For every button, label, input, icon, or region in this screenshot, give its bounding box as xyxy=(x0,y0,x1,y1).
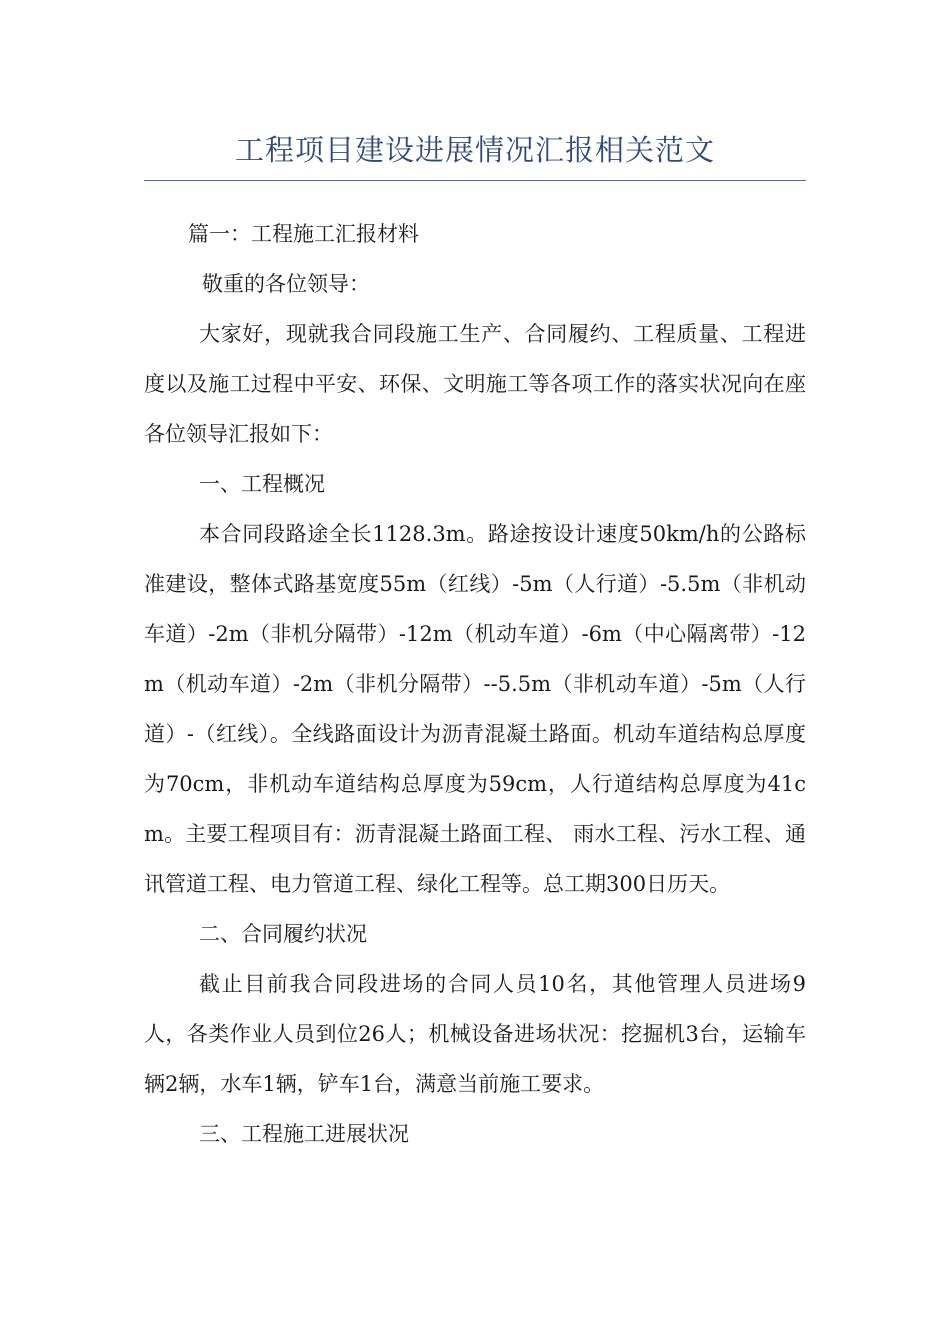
overview-paragraph: 本合同段路途全长1128.3m。路途按设计速度50km/h的公路标准建设，整体式路基宽度55m（红线）-5m（人行道）-5.5m（非机动车道）-2m（非机分隔带）-12m（机动车道）-6m（中心隔离带）-12m（机动车道）-2m（非机分隔带）--5.5m（非机动车道）-5m（人行道）-（红线）。全线路面设计为沥青混凝土路面。机动车道结构总厚度为70cm，非机动车道结构总厚度为59cm，人行道结构总厚度为41cm。主要工程项目有：沥青混凝土路面工程、 雨水工程、污水工程、通讯管道工程、电力管道工程、绿化工程等。总工期300日历天。 xyxy=(144,522,806,896)
section-heading-overview: 一、工程概况 xyxy=(199,472,325,496)
section-heading-part-one: 篇一：工程施工汇报材料 xyxy=(188,222,419,246)
document-body xyxy=(144,209,806,1159)
section-heading-progress: 三、工程施工进展状况 xyxy=(199,1122,409,1146)
salutation: 敬重的各位领导： xyxy=(202,272,370,296)
intro-paragraph: 大家好，现就我合同段施工生产、合同履约、工程质量、工程进度以及施工过程中平安、环保、文明施工等各项工作的落实状况向在座各位领导汇报如下： xyxy=(144,322,806,446)
contract-paragraph: 截止目前我合同段进场的合同人员10名，其他管理人员进场9人，各类作业人员到位26人；机械设备进场状况：挖掘机3台，运输车辆2辆，水车1辆，铲车1台，满意当前施工要求。 xyxy=(144,972,806,1096)
document-title: 工程项目建设进展情况汇报相关范文 xyxy=(234,133,715,167)
title-divider xyxy=(144,180,806,181)
section-heading-contract: 二、合同履约状况 xyxy=(199,922,367,946)
